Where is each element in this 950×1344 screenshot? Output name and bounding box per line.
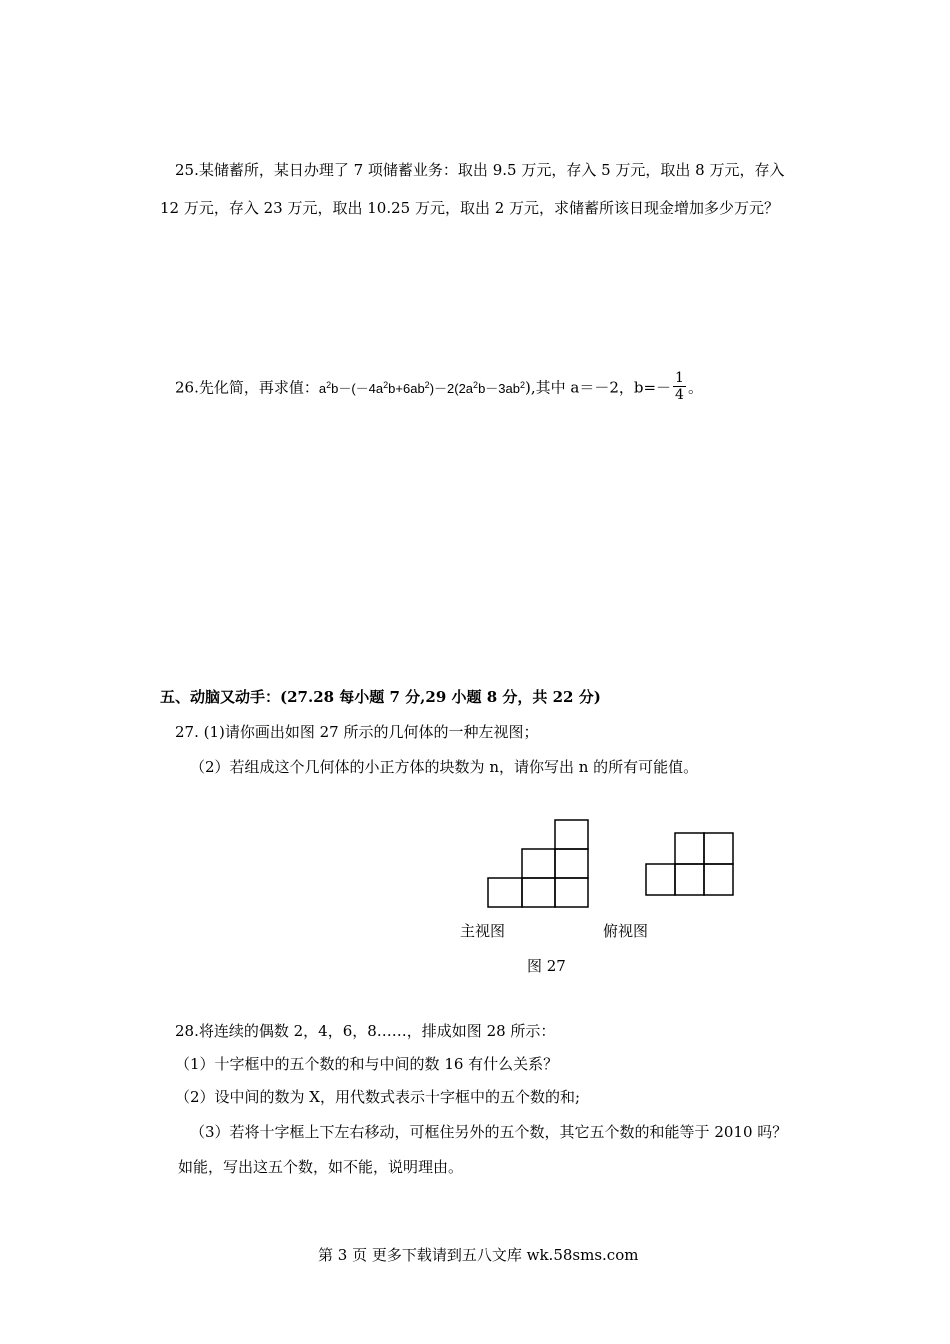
q28-line5: 如能，写出这五个数，如不能，说明理由。 <box>178 1158 464 1176</box>
top-view-cube-top-mid <box>675 833 704 864</box>
top-view-cube-bottom-left <box>646 864 675 895</box>
top-view-cube-top-right <box>704 833 733 864</box>
front-view-cube-mid-left <box>522 849 555 878</box>
q25-line1: 25.某储蓄所，某日办理了 7 项储蓄业务：取出 9.5 万元，存入 5 万元，取出 8 万元，存入 <box>175 161 785 179</box>
top-view-label: 俯视图 <box>603 922 649 940</box>
front-view-cube-bottom-left <box>488 878 522 907</box>
top-view-cube-bottom-mid <box>675 864 704 895</box>
front-view-cube-mid-right <box>555 849 588 878</box>
q27-line2: （2）若组成这个几何体的小正方体的块数为 n，请你写出 n 的所有可能值。 <box>190 758 699 776</box>
q28-line1: 28.将连续的偶数 2，4，6，8……，排成如图 28 所示： <box>175 1022 556 1040</box>
front-view-cube-bottom-mid <box>522 878 555 907</box>
top-view-figure <box>644 831 736 897</box>
q28-line4: （3）若将十字框上下左右移动，可框住另外的五个数，其它五个数的和能等于 2010 吗？ <box>190 1123 788 1141</box>
page-footer: 第 3 页 更多下载请到五八文库 wk.58sms.com <box>318 1246 639 1264</box>
front-view-label: 主视图 <box>460 922 506 940</box>
q26-suffix: 。 <box>687 378 703 397</box>
q25-line2: 12 万元，存入 23 万元，取出 10.25 万元，取出 2 万元，求储蓄所该日现金增加多少万元？ <box>160 199 780 217</box>
q26-expr: $a^2b-(-4a^2b+6ab^2)-2(2a^2b-3ab^2$ <box>318 379 525 396</box>
q26-condition: ),其中 a＝－2，b=－ <box>525 378 672 397</box>
section5-heading: 五、动脑又动手：(27.28 每小题 7 分,29 小题 8 分，共 22 分) <box>160 688 601 706</box>
top-view-cube-bottom-right <box>704 864 733 895</box>
q27-line1: 27. (1)请你画出如图 27 所示的几何体的一种左视图； <box>175 723 539 741</box>
q28-line2: （1）十字框中的五个数的和与中间的数 16 有什么关系？ <box>175 1055 559 1073</box>
front-view-cube-top <box>555 820 588 849</box>
front-view-figure <box>486 818 591 910</box>
front-view-cube-bottom-right <box>555 878 588 907</box>
q28-line3: （2）设中间的数为 X，用代数式表示十字框中的五个数的和; <box>175 1088 581 1106</box>
q26-line <box>175 372 703 405</box>
fraction-one-quarter: $\frac{1}{4}$ <box>675 370 684 403</box>
figure-27-caption: 图 27 <box>527 957 566 975</box>
q26-prefix: 26.先化简，再求值： <box>175 378 319 397</box>
